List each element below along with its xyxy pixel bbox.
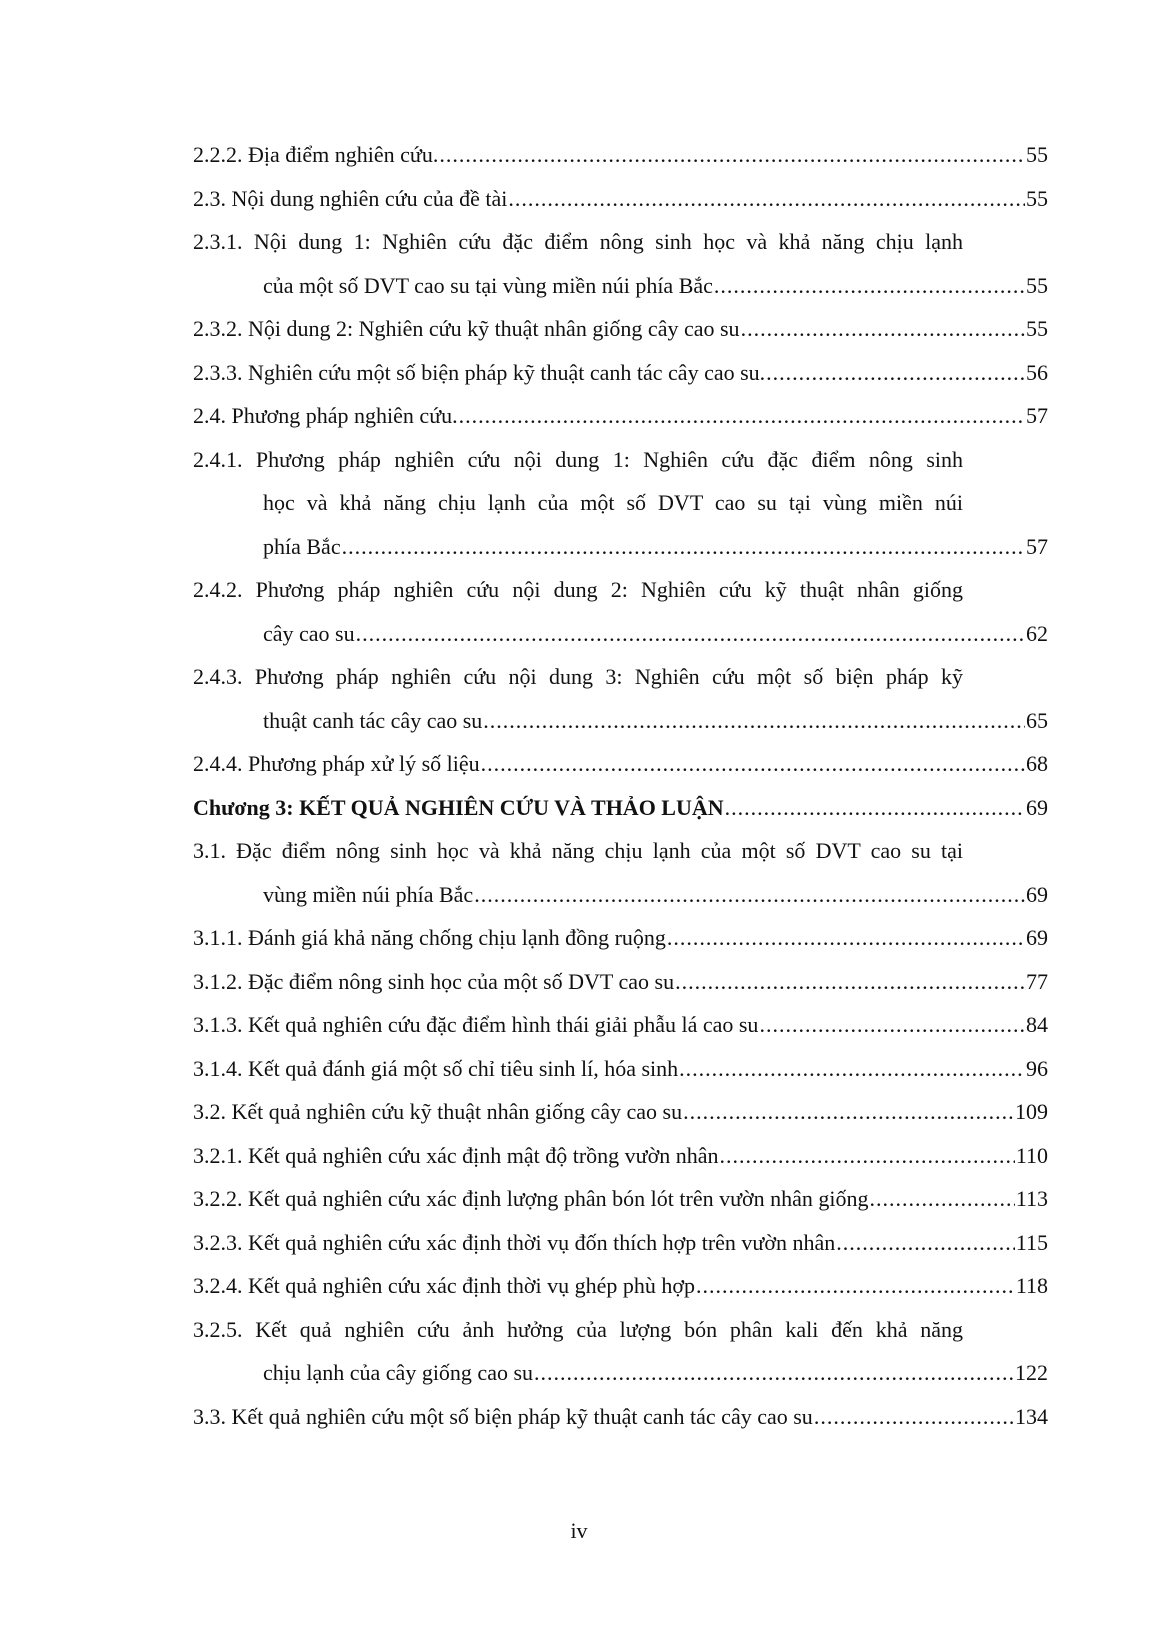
toc-page-number: 56 (1026, 359, 1048, 385)
toc-entry-title: 3.2. Kết quả nghiên cứu kỹ thuật nhân giống cây cao su (193, 1099, 683, 1124)
toc-entry-line: 2.3.1. Nội dung 1: Nghiên cứu đặc điểm nông sinh học và khả năng chịu lạnh (193, 229, 963, 254)
dot-leader (675, 960, 1025, 1004)
toc-entry-line: 3.1. Đặc điểm nông sinh học và khả năng chịu lạnh của một số DVT cao su tại (193, 838, 963, 863)
dot-leader (534, 1351, 1014, 1395)
dot-leader (481, 742, 1025, 786)
toc-entry (193, 612, 1048, 656)
toc-page-number: 55 (1026, 316, 1048, 341)
dot-leader (725, 786, 1025, 830)
dot-leader (679, 1047, 1025, 1091)
dot-leader (870, 1177, 1015, 1221)
toc-entry (193, 394, 1048, 438)
toc-entry (193, 1003, 1048, 1047)
toc-entry-title: 2.2.2. Địa điểm nghiên cứu. (193, 142, 439, 167)
toc-entry (193, 1264, 1048, 1308)
dot-leader (483, 699, 1025, 743)
toc-page-number: 113 (1015, 1186, 1048, 1211)
toc-page-number: 77 (1026, 968, 1048, 994)
toc-page-number: 57 (1026, 403, 1048, 428)
dot-leader (667, 916, 1025, 960)
toc-page-number: 134 (1015, 1403, 1048, 1429)
toc-entry (193, 916, 1048, 960)
toc-entry-title: 3.1.4. Kết quả đánh giá một số chỉ tiêu sinh lí, hóa sinh (193, 1055, 679, 1081)
dot-leader (720, 1134, 1015, 1178)
dot-leader (508, 177, 1025, 221)
toc-entry (193, 742, 1048, 786)
toc-entry (193, 873, 1048, 917)
dot-leader (766, 351, 1025, 395)
toc-page-number: 84 (1026, 1012, 1048, 1037)
toc-entry (193, 133, 1048, 177)
dot-leader (696, 1264, 1015, 1308)
dot-leader (356, 612, 1025, 656)
toc-entry (193, 1090, 1048, 1134)
dot-leader (814, 1395, 1014, 1439)
toc-entry (193, 960, 1048, 1004)
toc-entry (193, 525, 1048, 569)
toc-entry-title: 3.1.1. Đánh giá khả năng chống chịu lạnh đồng ruộng (193, 925, 666, 950)
toc-entry (193, 1395, 1048, 1439)
page-footer-number: iv (570, 1518, 588, 1543)
toc-entry (193, 1177, 1048, 1221)
toc-entry-title: thuật canh tác cây cao su (263, 707, 483, 733)
toc-entry-title: 3.2.1. Kết quả nghiên cứu xác định mật độ trồng vườn nhân (193, 1142, 719, 1168)
dot-leader (439, 133, 1025, 177)
toc-page-number: 110 (1015, 1142, 1048, 1168)
toc-entry-title: 3.2.3. Kết quả nghiên cứu xác định thời vụ đốn thích hợp trên vườn nhân (193, 1229, 836, 1255)
dot-leader (683, 1090, 1014, 1134)
toc-entry-title: 3.2.4. Kết quả nghiên cứu xác định thời vụ ghép phù hợp (193, 1273, 695, 1298)
toc-page-number: 69 (1026, 881, 1048, 907)
toc-entry-title: 3.2.2. Kết quả nghiên cứu xác định lượng phân bón lót trên vườn nhân giống (193, 1186, 869, 1211)
toc-page-number: 96 (1026, 1055, 1048, 1081)
toc-page-number: 115 (1015, 1229, 1048, 1255)
dot-leader (741, 307, 1025, 351)
toc-entry-title: 2.3. Nội dung nghiên cứu của đề tài (193, 185, 508, 211)
toc-entry-title: chịu lạnh của cây giống cao su (263, 1360, 534, 1385)
dot-leader (759, 1003, 1025, 1047)
dot-leader (474, 873, 1025, 917)
toc-page-number: 55 (1026, 185, 1048, 211)
dot-leader (836, 1221, 1015, 1265)
toc-entry-title: cây cao su (263, 620, 355, 646)
toc-entry-line: học và khả năng chịu lạnh của một số DVT cao su tại vùng miền núi (263, 490, 963, 515)
toc-entry-title: 3.1.3. Kết quả nghiên cứu đặc điểm hình thái giải phẫu lá cao su (193, 1012, 759, 1037)
toc-entry-title: của một số DVT cao su tại vùng miền núi phía Bắc (263, 272, 713, 298)
toc-entry-title: 2.4. Phương pháp nghiên cứu. (193, 403, 458, 428)
toc-entry (193, 1047, 1048, 1091)
toc-entry-title: phía Bắc (263, 533, 341, 559)
toc-page-number: 109 (1015, 1099, 1048, 1124)
dot-leader (714, 264, 1025, 308)
toc-entry-title: 3.1.2. Đặc điểm nông sinh học của một số DVT cao su (193, 968, 675, 994)
toc-page-number: 55 (1026, 142, 1048, 167)
toc-entry-title: vùng miền núi phía Bắc (263, 881, 474, 907)
toc-page-number: 65 (1026, 707, 1048, 733)
table-of-contents (193, 133, 1048, 1438)
toc-entry (193, 177, 1048, 221)
toc-entry (193, 307, 1048, 351)
toc-entry (193, 1134, 1048, 1178)
toc-entry-line: 2.4.2. Phương pháp nghiên cứu nội dung 2: Nghiên cứu kỹ thuật nhân giống (193, 577, 963, 602)
dot-leader (459, 394, 1025, 438)
toc-entry-title: 2.4.4. Phương pháp xử lý số liệu (193, 751, 480, 776)
toc-page-number: 69 (1026, 925, 1048, 950)
toc-chapter-title: Chương 3: KẾT QUẢ NGHIÊN CỨU VÀ THẢO LUẬN (193, 794, 724, 820)
toc-page-number: 57 (1026, 533, 1048, 559)
toc-entry (193, 264, 1048, 308)
toc-page-number: 69 (1026, 794, 1048, 820)
toc-page-number: 122 (1015, 1360, 1048, 1385)
toc-page-number: 118 (1015, 1273, 1048, 1298)
toc-chapter-entry (193, 786, 1048, 830)
toc-entry-title: 2.3.2. Nội dung 2: Nghiên cứu kỹ thuật nhân giống cây cao su (193, 316, 740, 341)
toc-page-number: 62 (1026, 620, 1048, 646)
toc-entry-line: 2.4.3. Phương pháp nghiên cứu nội dung 3: Nghiên cứu một số biện pháp kỹ (193, 664, 963, 689)
toc-page-number: 68 (1026, 751, 1048, 776)
toc-entry (193, 1351, 1048, 1395)
dot-leader (342, 525, 1025, 569)
toc-entry-line: 2.4.1. Phương pháp nghiên cứu nội dung 1: Nghiên cứu đặc điểm nông sinh (193, 446, 963, 472)
toc-entry (193, 1221, 1048, 1265)
toc-page-number: 55 (1026, 272, 1048, 298)
toc-entry (193, 699, 1048, 743)
toc-entry-title: 2.3.3. Nghiên cứu một số biện pháp kỹ thuật canh tác cây cao su. (193, 359, 766, 385)
toc-entry-line: 3.2.5. Kết quả nghiên cứu ảnh hưởng của lượng bón phân kali đến khả năng (193, 1316, 963, 1342)
toc-entry-title: 3.3. Kết quả nghiên cứu một số biện pháp kỹ thuật canh tác cây cao su (193, 1403, 813, 1429)
toc-entry (193, 351, 1048, 395)
